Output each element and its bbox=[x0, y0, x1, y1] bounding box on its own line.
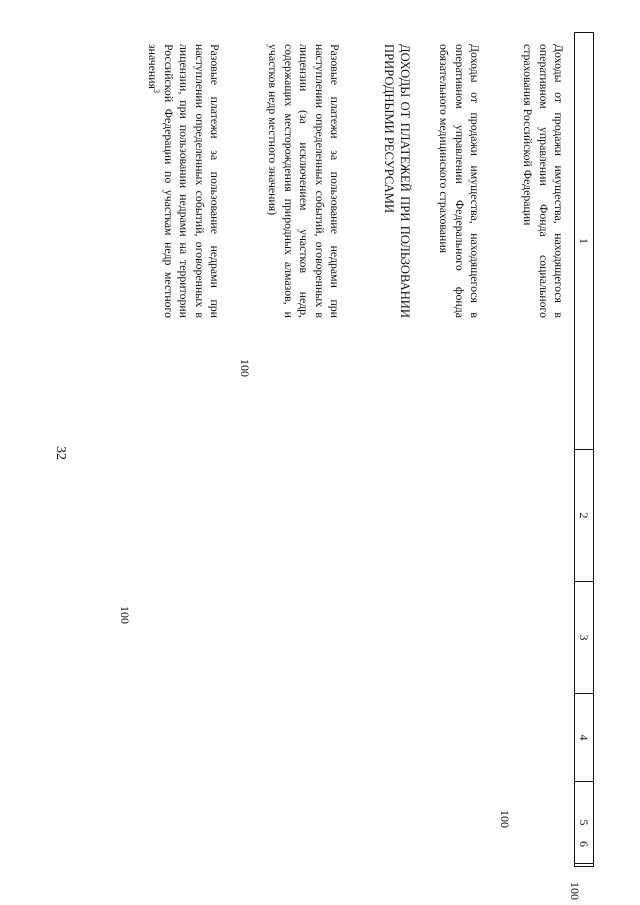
column-header-2: 2 bbox=[575, 450, 593, 582]
footnote-marker: 3 bbox=[152, 88, 162, 93]
data-table bbox=[87, 32, 594, 900]
column-header-4: 4 bbox=[575, 694, 593, 782]
table-row bbox=[102, 32, 222, 867]
table-row bbox=[474, 32, 566, 867]
row-description: Разовые платежи за пользование недрами при наступлении определенных событий, оговоренных в лицензии (за исключением участков недр, содержащих месторождения природных алмазов, и участков недр местного значения) bbox=[266, 44, 342, 318]
row-value: 100 bbox=[498, 810, 512, 828]
row-description: ДОХОДЫ ОТ ПЛАТЕЖЕЙ ПРИ ПОЛЬЗОВАНИИ ПРИРОДНЫМИ РЕСУРСАМИ bbox=[382, 44, 412, 318]
table-row bbox=[353, 32, 413, 867]
page-number: 32 bbox=[53, 446, 68, 460]
row-value: 100 bbox=[118, 606, 132, 624]
row-description: Разовые платежи за пользование недрами при наступлении определенных событий, оговоренных в лицензии, при пользовании недрами на территории Российской Федерации по участкам недр местного значения$^3$ bbox=[146, 44, 222, 318]
row-value: 100 bbox=[568, 882, 582, 900]
row-description: Доходы от продажи имущества, находящегося в оперативном управлении Федерального фонда обязательного медицинского страхования bbox=[437, 44, 482, 318]
column-header-5: 5 bbox=[575, 782, 593, 864]
row-value: 100 bbox=[238, 359, 252, 377]
column-header-3: 3 bbox=[575, 582, 593, 694]
column-header-6: 6 bbox=[575, 864, 593, 867]
row-description: Доходы от продажи имущества, находящегося в оперативном управлении Фонда социального страхования Российской Федерации bbox=[521, 44, 566, 318]
table-header-row bbox=[574, 32, 594, 867]
column-header-1: 1 bbox=[575, 32, 593, 450]
table-row bbox=[232, 32, 342, 867]
